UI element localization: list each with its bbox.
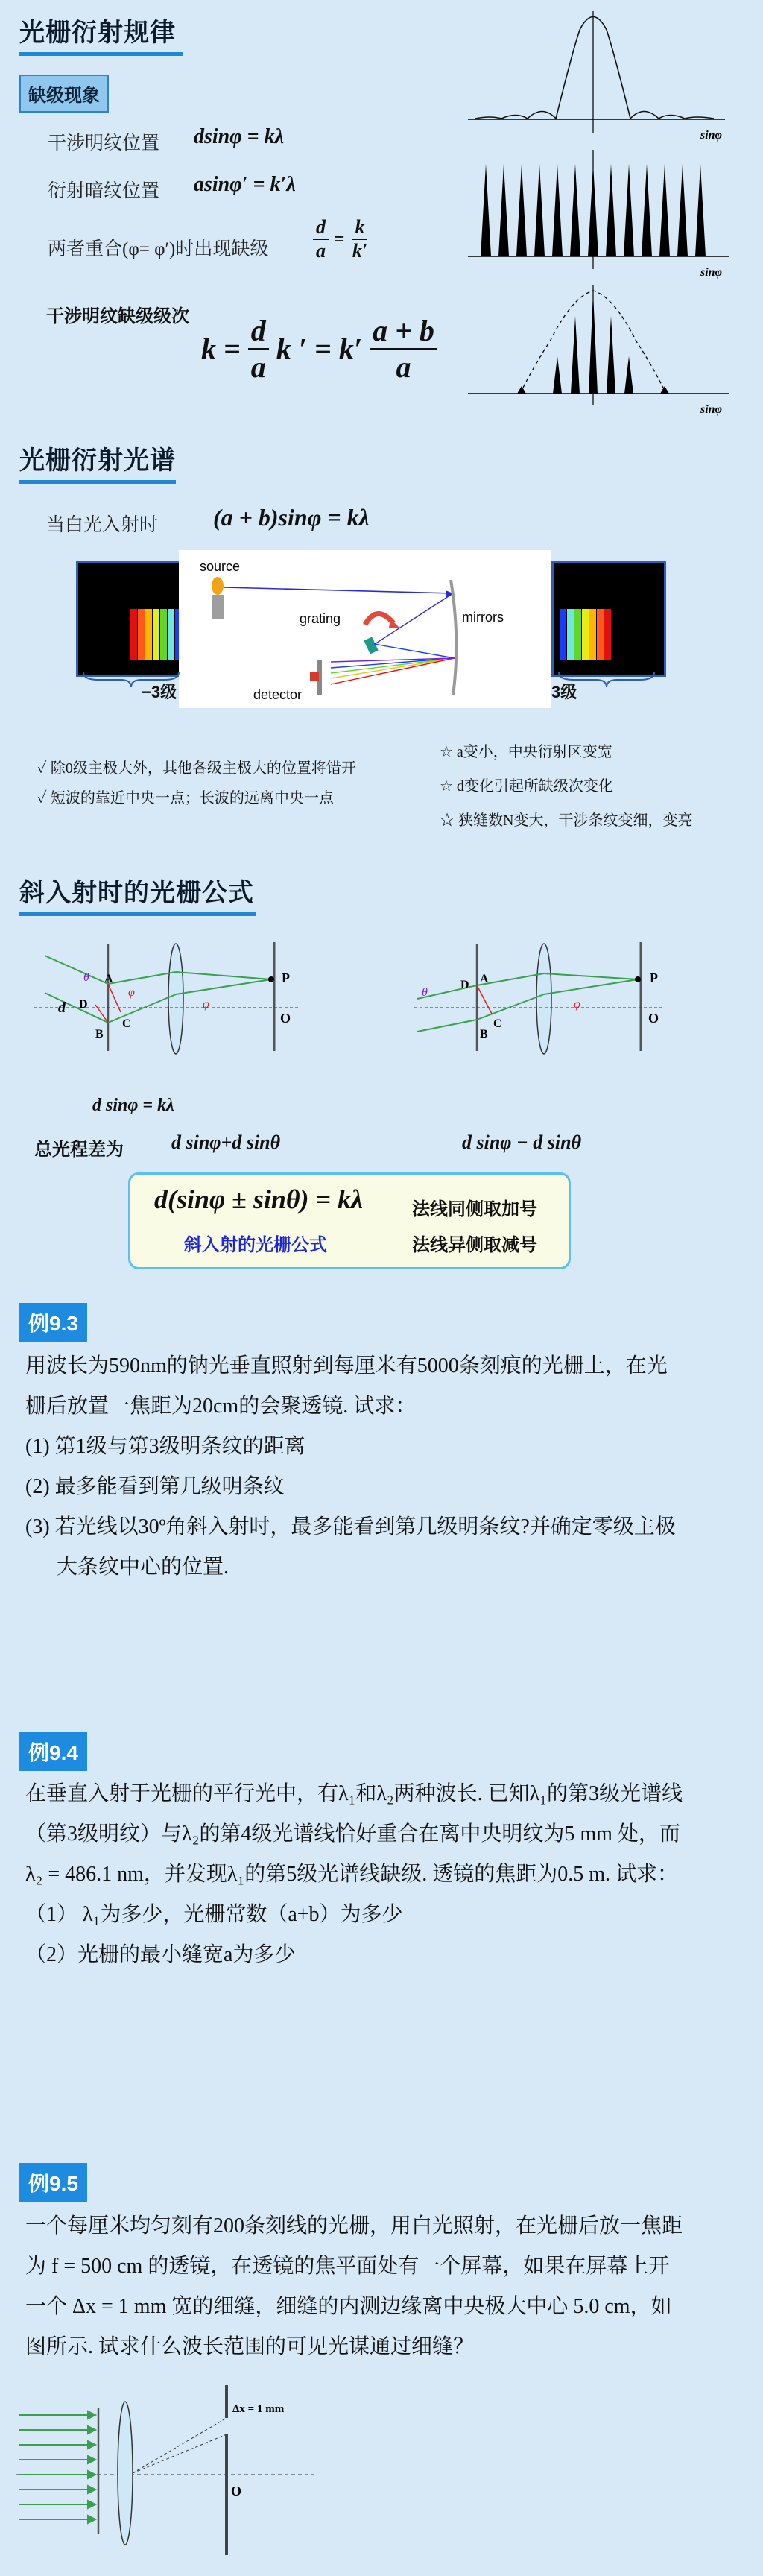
- point-p-left: P: [282, 970, 290, 985]
- missing-order-tag: 缺级现象: [19, 75, 109, 113]
- ex95-line: 一个 Δx = 1 mm 宽的细缝，细缝的内测边缘离中央极大中心 5.0 cm，如: [25, 2295, 672, 2318]
- ex95-line: 一个每厘米均匀刻有200条刻线的光栅，用白光照射，在光栅后放一焦距: [25, 2214, 683, 2238]
- point-b-right: B: [480, 1028, 488, 1041]
- combined-peak: [660, 386, 669, 394]
- ex93-line: (2) 最多能看到第几级明条纹: [25, 1475, 285, 1498]
- ex93-line: (1) 第1级与第3级明条纹的距离: [25, 1435, 305, 1458]
- diffraction-dark-formula: asinφ′ = k′λ: [194, 173, 296, 196]
- missing-order-graph: [468, 282, 736, 416]
- mirrors-label: mirrors: [462, 610, 504, 625]
- interference-bright-label: 干涉明纹位置: [48, 133, 160, 154]
- point-p-right: P: [650, 970, 658, 985]
- interference-peak: [677, 164, 688, 256]
- interference-peak: [624, 164, 634, 256]
- section-title-grating-spectrum: 光栅衍射光谱: [19, 440, 176, 476]
- spectrum-formula: (a + b)sinφ = kλ: [213, 504, 370, 531]
- ex95-line: 为 f = 500 cm 的透镜，在透镜的焦平面处有一个屏幕，如果在屏幕上开: [25, 2255, 670, 2278]
- interference-peak: [570, 164, 580, 256]
- example-9-5-origin-label: O: [231, 2484, 242, 2498]
- axis-label-sinphi-2: sinφ: [700, 266, 722, 279]
- point-a-right: A: [480, 973, 489, 985]
- phi-left-1: φ: [128, 986, 135, 999]
- combined-peak: [517, 386, 526, 394]
- rule-same-side: 法线同侧取加号: [412, 1200, 537, 1219]
- bullet-left-2: ✓ 短波的靠近中央一点；长波的远离中央一点: [37, 790, 334, 806]
- interference-peak: [695, 164, 706, 256]
- missing-order-big-formula: k = $\frac{d}{a}$ k ′ = k′ $\frac{a + b}{a}$: [201, 313, 437, 385]
- coincide-label: 两者重合(φ= φ′)时出现缺级: [48, 239, 269, 259]
- example-9-5-diagram: [16, 2385, 329, 2557]
- interference-peak: [552, 164, 563, 256]
- point-c-left: C: [122, 1017, 131, 1030]
- path-difference-minus: d sinφ − d sinθ: [462, 1131, 582, 1153]
- slit-width-label: Δx = 1 mm: [232, 2403, 285, 2415]
- bullet-left-1: ✓ 除0级主极大外，其他各级主极大的位置将错开: [37, 760, 356, 777]
- ex94-line: 在垂直入射于光栅的平行光中，有λ₁和λ₂两种波长. 已知λ₁的第3级光谱线: [25, 1782, 683, 1805]
- theta-right: θ: [422, 986, 428, 999]
- missing-order-sub-label: 干涉明纹缺级级次: [46, 306, 189, 326]
- combined-peak: [589, 292, 598, 394]
- point-o-left: O: [280, 1011, 291, 1026]
- interference-bright-formula: dsinφ = kλ: [194, 125, 285, 148]
- interference-peak: [516, 164, 527, 256]
- phi-right: φ: [574, 998, 580, 1011]
- dlen-left: d: [58, 1000, 66, 1016]
- ex93-line: (3) 若光线以30º角斜入射时，最多能看到第几级明条纹?并确定零级主极: [25, 1515, 676, 1538]
- white-light-label: 当白光入射时: [46, 515, 159, 535]
- theta-left: θ: [83, 971, 89, 984]
- rule-opposite-side: 法线异侧取减号: [412, 1236, 537, 1255]
- point-c-right: C: [493, 1017, 502, 1030]
- example-9-4-tag: 例9.4: [19, 1732, 87, 1771]
- diffraction-dark-label: 衍射暗纹位置: [48, 181, 160, 201]
- point-o-right: O: [648, 1011, 659, 1026]
- example-9-3-text: [25, 1346, 741, 1588]
- point-a-left: A: [104, 973, 113, 985]
- oblique-formula-caption: 斜入射的光栅公式: [184, 1235, 327, 1255]
- interference-peak: [481, 164, 491, 256]
- point-d-right: D: [460, 979, 469, 991]
- ex93-line: 大条纹中心的位置.: [25, 1556, 229, 1579]
- axis-label-sinphi-1: sinφ: [700, 129, 722, 142]
- axis-label-sinphi-3: sinφ: [700, 403, 722, 416]
- combined-peak: [624, 356, 633, 394]
- point-d-left: D: [79, 998, 88, 1011]
- multi-slit-interference-graph: [468, 146, 736, 280]
- ex94-line: λ₂ = 486.1 nm，并发现λ₁的第5级光谱线缺级. 透镜的焦距为0.5 m. 试求：: [25, 1863, 679, 1886]
- ex94-line: （1） λ₁为多少，光栅常数（a+b）为多少: [25, 1903, 403, 1926]
- ex93-line: 栅后放置一焦距为20cm的会聚透镜. 试求：: [25, 1395, 417, 1418]
- order-left-label: −3级: [142, 683, 177, 701]
- point-b-left: B: [95, 1028, 104, 1041]
- interference-peak: [642, 164, 652, 256]
- oblique-same-side-diagram: [30, 939, 328, 1066]
- combined-peak: [571, 316, 580, 394]
- source-label: source: [200, 559, 241, 574]
- example-9-5-tag: 例9.5: [19, 2163, 87, 2202]
- combined-peak: [607, 316, 615, 394]
- spectrum-right-box: [551, 561, 666, 677]
- oblique-formula: d(sinφ ± sinθ) = kλ: [154, 1184, 364, 1214]
- path-difference-plus: d sinφ+d sinθ: [171, 1131, 281, 1153]
- example-9-4-text: [25, 1774, 741, 1975]
- interference-peak: [498, 164, 509, 256]
- spectrometer-diagram: [179, 550, 551, 708]
- detector-label: detector: [253, 687, 303, 702]
- normal-incidence-formula: d sinφ = kλ: [92, 1096, 174, 1115]
- bullet-right-3: ☆ 狭缝数N变大，干涉条纹变细，变亮: [440, 812, 693, 829]
- example-9-3-tag: 例9.3: [19, 1303, 87, 1342]
- single-slit-pattern-graph: [468, 7, 736, 142]
- section-title-oblique-incidence: 斜入射时的光栅公式: [19, 872, 254, 909]
- missing-order-ratio: $\frac{d}{a}$ = $\frac{k}{k'}$: [313, 216, 370, 262]
- bullet-right-1: ☆ a变小，中央衍射区变宽: [440, 744, 612, 760]
- combined-peak: [553, 356, 562, 394]
- ex94-line: （2）光栅的最小缝宽a为多少: [25, 1943, 296, 1966]
- ex94-line: （第3级明纹）与λ₂的第4级光谱线恰好重合在离中央明纹为5 mm 处，而: [25, 1822, 680, 1846]
- bullet-right-2: ☆ d变化引起所缺级次变化: [440, 778, 613, 795]
- interference-peak: [534, 164, 545, 256]
- interference-peak: [606, 164, 616, 256]
- interference-peak: [588, 164, 598, 256]
- example-9-5-text: [25, 2206, 741, 2367]
- oblique-formula-box: [128, 1172, 571, 1269]
- order-right-label: 3级: [551, 683, 577, 701]
- section-title-grating-law: 光栅衍射规律: [19, 12, 176, 48]
- spectrum-left-box: [76, 561, 191, 677]
- ex93-line: 用波长为590nm的钠光垂直照射到每厘米有5000条刻痕的光栅上，在光: [25, 1354, 668, 1377]
- interference-peak: [659, 164, 670, 256]
- phi-left-2: φ: [203, 998, 209, 1011]
- oblique-opposite-side-diagram: [410, 939, 708, 1066]
- ex95-line: 图所示. 试求什么波长范围的可见光谋通过细缝？: [25, 2335, 475, 2358]
- grating-label: grating: [300, 611, 341, 626]
- path-difference-label: 总光程差为: [34, 1140, 124, 1160]
